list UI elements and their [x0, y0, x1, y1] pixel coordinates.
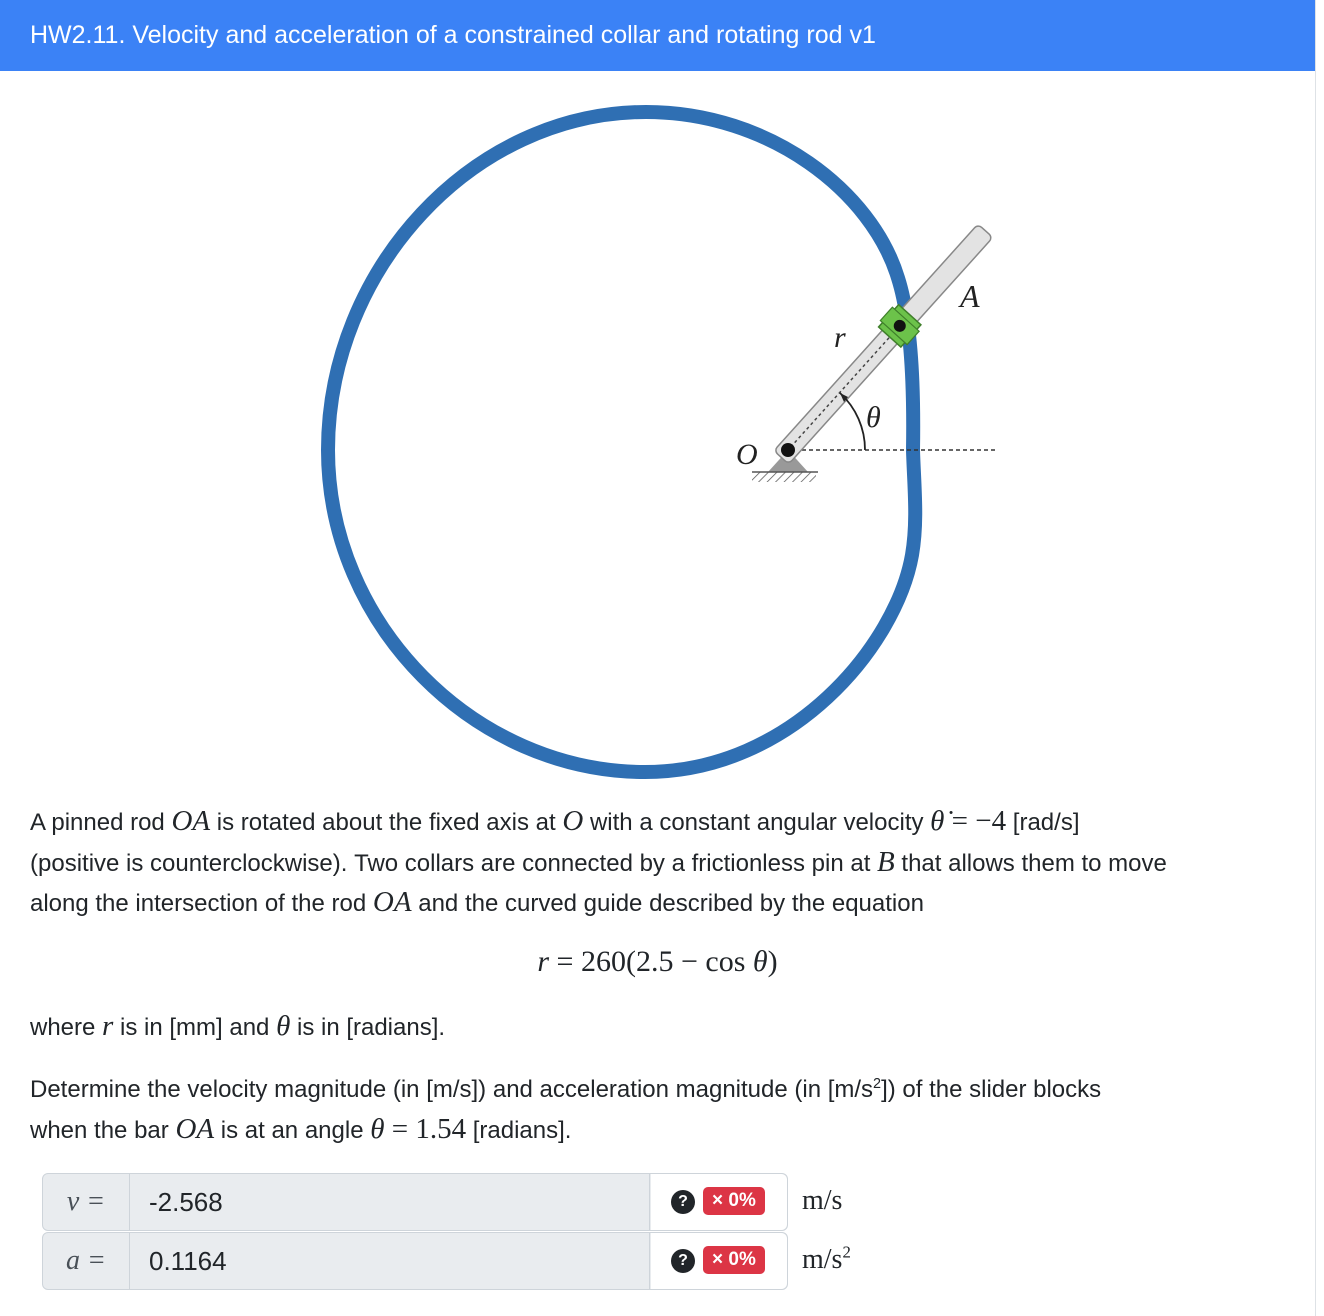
help-icon[interactable]: ?: [671, 1249, 695, 1273]
acceleration-unit-sup: 2: [842, 1242, 851, 1262]
velocity-input[interactable]: -2.568: [130, 1174, 650, 1230]
text-det2-b: is at an angle: [214, 1116, 371, 1144]
text-p1d: [rad/s]: [1006, 809, 1080, 836]
text-p3a: along the intersection of the rod: [30, 890, 373, 917]
question-header: [0, 0, 1315, 71]
label-O: O: [736, 438, 758, 471]
math-omega-value: = −4: [944, 805, 1007, 837]
text-det2-c: [radians].: [466, 1116, 572, 1144]
text-det2-a: when the bar: [30, 1116, 176, 1144]
text-where-a: where: [30, 1014, 103, 1041]
ground-hatch: [752, 472, 816, 482]
text-p1a: A pinned rod: [30, 809, 172, 836]
problem-statement: [30, 802, 1290, 924]
text-p3b: and the curved guide described by the equation: [411, 890, 924, 917]
answer-row-acceleration: [42, 1232, 942, 1290]
guide-equation: [0, 940, 1315, 984]
help-icon[interactable]: ?: [671, 1190, 695, 1214]
math-det2-OA: OA: [175, 1112, 215, 1145]
label-theta: θ: [866, 401, 881, 434]
math-det2-theta: θ: [370, 1112, 385, 1145]
velocity-label: v =: [43, 1174, 130, 1230]
text-det-a: Determine the velocity magnitude (in [m/s]) and acceleration magnitude (in [m/s: [30, 1076, 874, 1103]
eq-close: ): [767, 945, 778, 978]
answer-group-acceleration: [42, 1232, 788, 1290]
text-p2a: (positive is counterclockwise). Two collars are connected by a frictionless pin at: [30, 849, 878, 877]
score-badge: × 0%: [703, 1187, 765, 1215]
eq-r: r: [537, 945, 550, 978]
acceleration-unit-text: m/s: [802, 1244, 843, 1275]
units-note: [30, 1007, 1290, 1048]
math-B: B: [877, 845, 895, 878]
math-O: O: [562, 805, 584, 837]
pivot-pin: [781, 443, 795, 457]
eq-body: = 260(2.5 − cos: [549, 945, 753, 978]
text-where-b: is in [mm] and: [113, 1014, 277, 1041]
answer-group-velocity: [42, 1173, 788, 1231]
answer-row-velocity: [42, 1173, 942, 1231]
acceleration-units: [802, 1240, 851, 1280]
math-det2-value: = 1.54: [384, 1112, 467, 1145]
text-p2b: that allows them to move: [894, 849, 1167, 877]
velocity-units: [802, 1181, 842, 1221]
acceleration-label: a =: [43, 1233, 130, 1289]
text-p1b: is rotated about the fixed axis at: [210, 809, 563, 836]
eq-theta: θ: [752, 945, 768, 978]
mechanism-figure: [300, 100, 1020, 800]
text-det-sup: 2: [873, 1076, 882, 1092]
velocity-status: [651, 1174, 787, 1230]
curved-guide: [328, 112, 915, 772]
acceleration-status: [651, 1233, 787, 1289]
math-OA-2: OA: [372, 886, 412, 918]
score-badge: × 0%: [703, 1246, 765, 1274]
acceleration-input[interactable]: 0.1164: [130, 1233, 650, 1289]
math-where-r: r: [102, 1010, 114, 1042]
label-r: r: [834, 321, 846, 354]
text-det-b: ]) of the slider blocks: [881, 1076, 1102, 1103]
math-OA: OA: [171, 805, 211, 837]
velocity-unit-text: m/s: [802, 1185, 843, 1216]
math-where-theta: θ: [276, 1010, 291, 1042]
question-title: HW2.11. Velocity and acceleration of a constrained collar and rotating rod v1: [30, 21, 876, 49]
math-thetadot: θ̇: [930, 805, 945, 837]
task-statement: [30, 1071, 1290, 1150]
label-A: A: [960, 278, 980, 314]
text-where-c: is in [radians].: [290, 1014, 446, 1041]
text-p1c: with a constant angular velocity: [583, 809, 931, 836]
